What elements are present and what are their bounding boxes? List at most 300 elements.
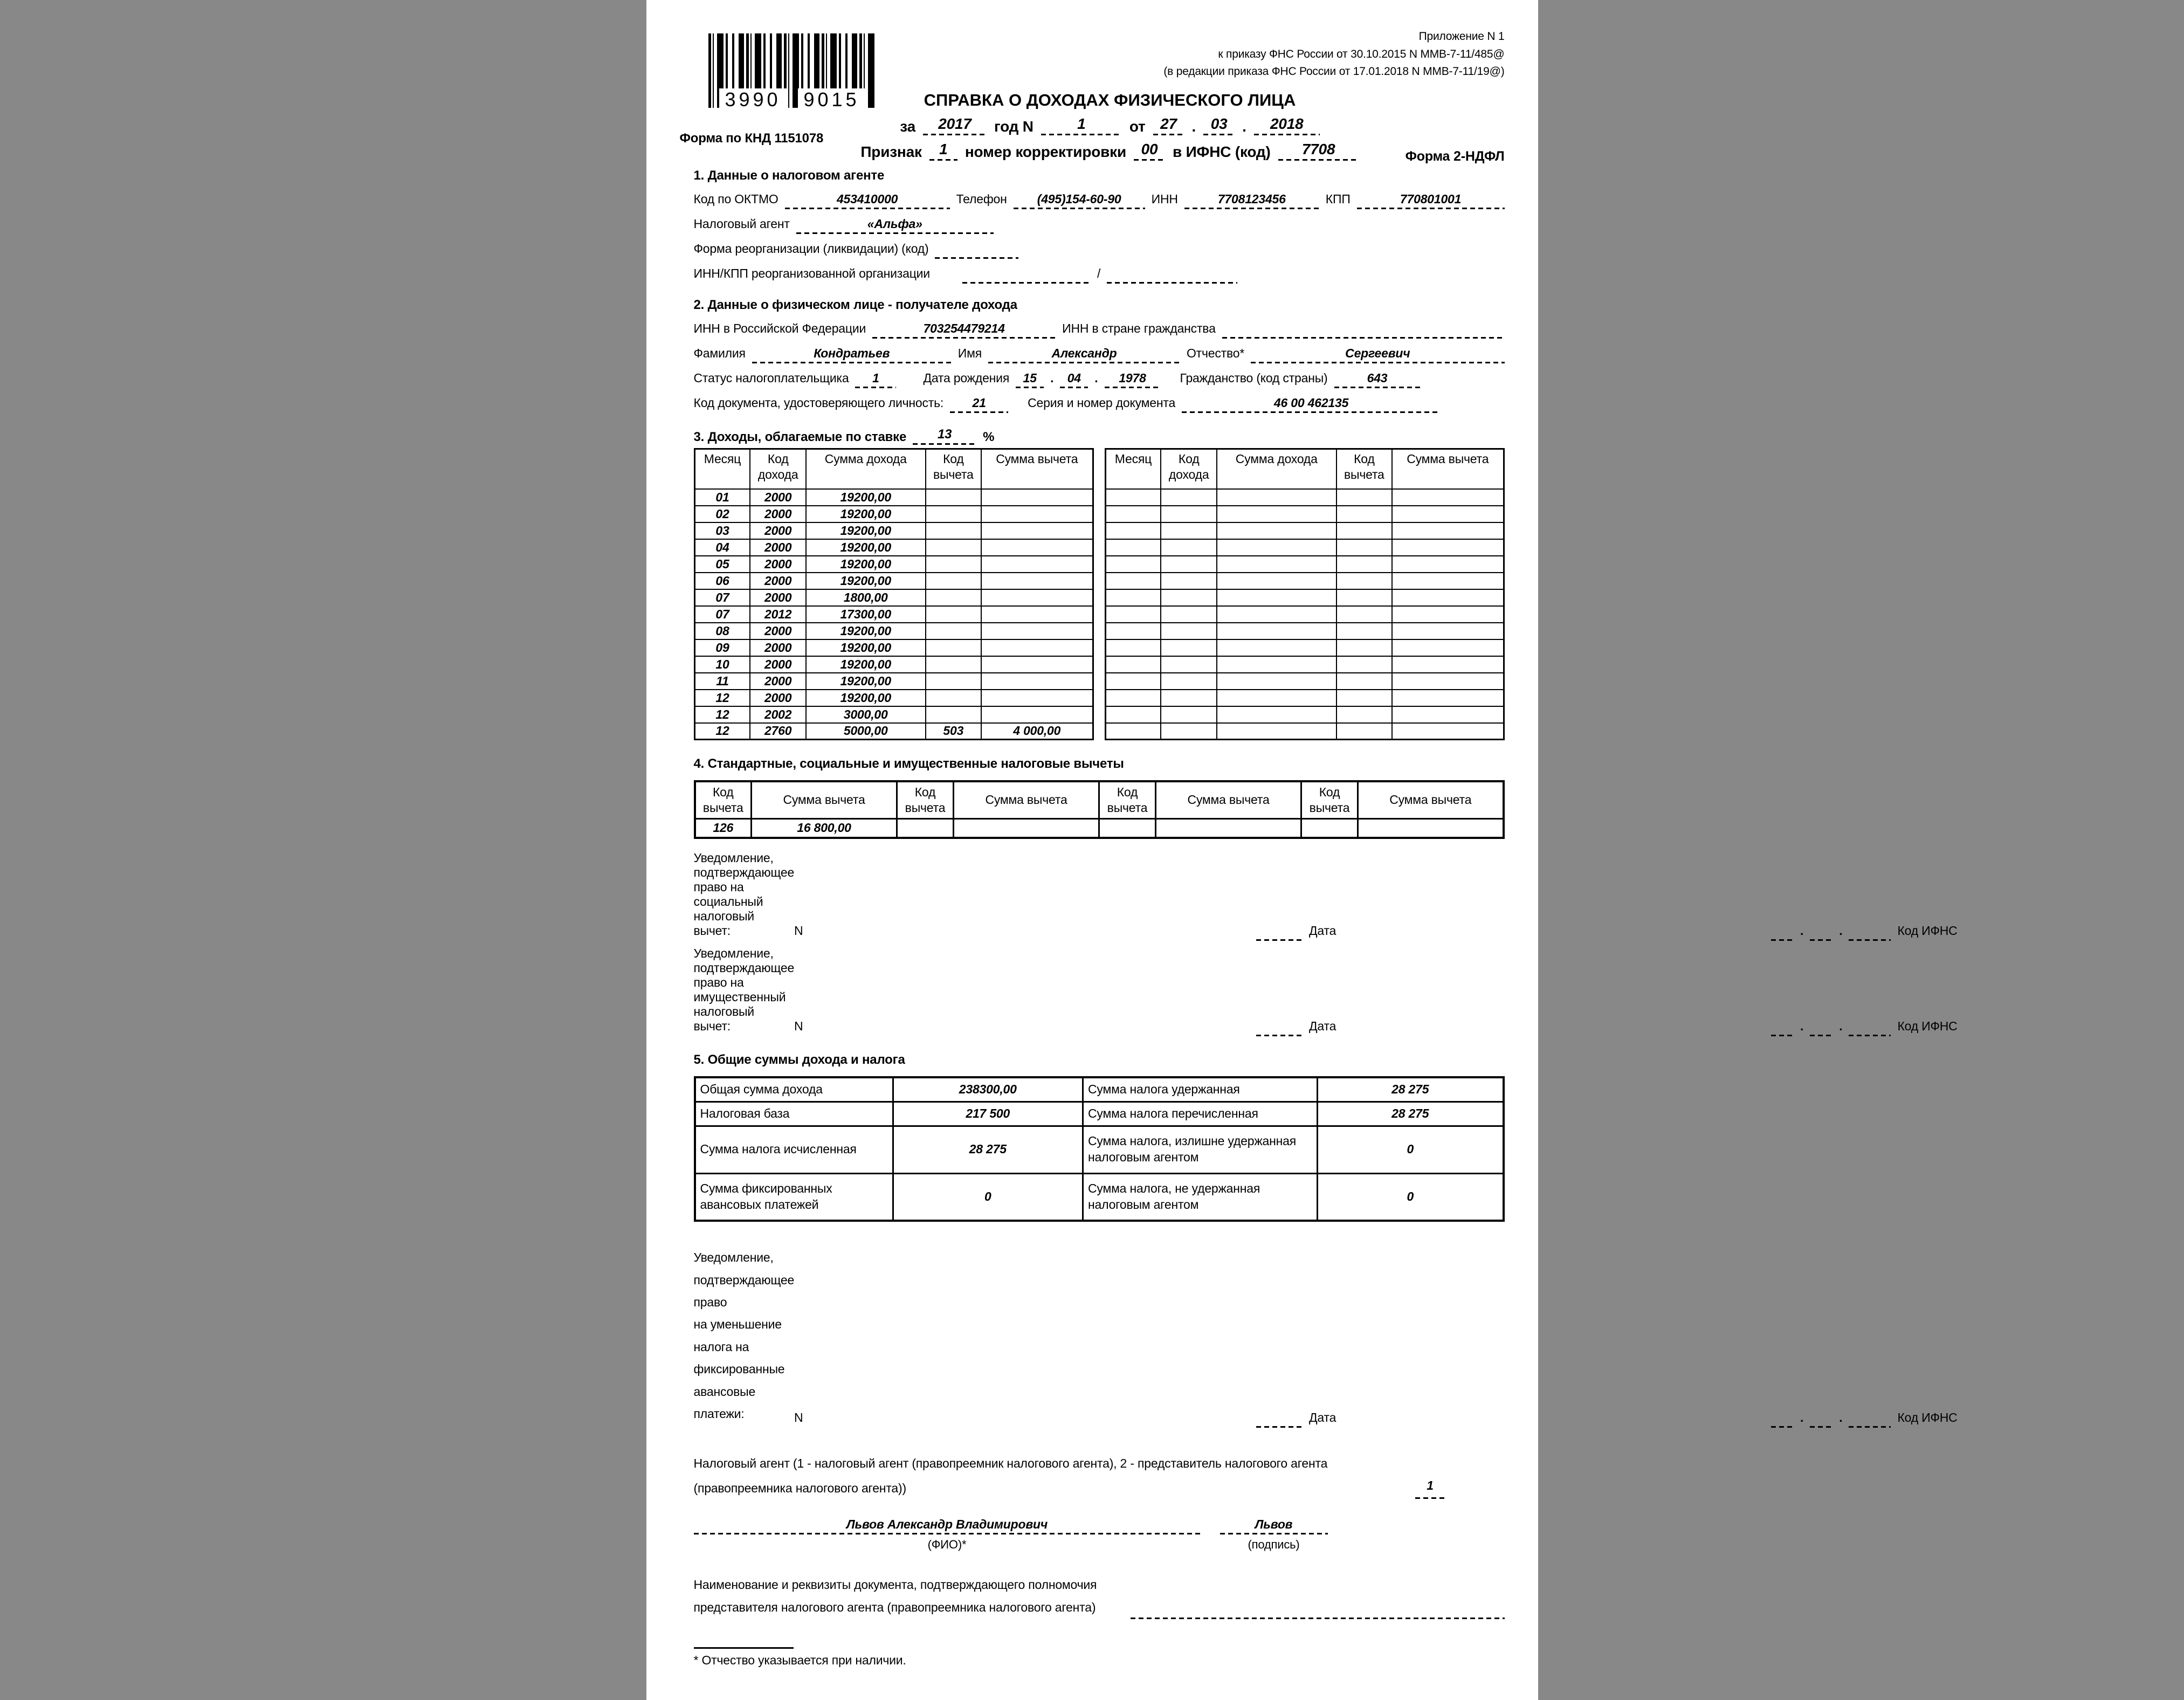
page-title: СПРАВКА О ДОХОДАХ ФИЗИЧЕСКОГО ЛИЦА: [924, 91, 1296, 109]
income-code-cell: 2000: [750, 573, 805, 589]
totals-row: [695, 1077, 1504, 1102]
income-code-cell: 2000: [750, 690, 805, 706]
deduction-sum-cell: [954, 818, 1099, 838]
income-sum-cell: [1217, 656, 1336, 673]
income-code-cell: [1161, 489, 1216, 506]
total-label-cell: Сумма фиксированных авансовых платежей: [695, 1173, 893, 1221]
deduction-code-cell: [926, 522, 981, 539]
deduction-sum-cell: [981, 506, 1093, 522]
period-mid: год N: [994, 118, 1034, 135]
income-row: [1105, 606, 1504, 623]
total-value-cell: 28 275: [893, 1126, 1083, 1173]
notice-day-field: [1771, 1425, 1794, 1428]
income-sum-cell: 19200,00: [806, 489, 926, 506]
totals-row: [695, 1126, 1504, 1173]
correction-field: 00: [1134, 141, 1165, 161]
deductions-table: [694, 780, 1505, 839]
deduction-code-header: Код вычета: [1301, 781, 1358, 818]
fio-field: Львов Александр Владимирович: [694, 1517, 1201, 1534]
income-code-cell: [1161, 723, 1216, 740]
deduction-sum-cell: [981, 673, 1093, 690]
status-field: 1: [855, 371, 896, 388]
deduction-code-cell: [926, 589, 981, 606]
deduction-code-cell: [926, 656, 981, 673]
month-cell: 12: [694, 690, 750, 706]
notice-fields: [794, 1410, 2184, 1428]
date-dot: .: [1050, 371, 1054, 385]
title-block: [824, 91, 1396, 161]
income-code-cell: 2000: [750, 639, 805, 656]
income-code-cell: 2002: [750, 706, 805, 723]
deduction-sum-cell: [981, 690, 1093, 706]
signature-field: Львов: [1220, 1517, 1328, 1534]
deduction-code-cell: [926, 606, 981, 623]
birth-day-field: 15: [1016, 371, 1044, 388]
income-row: [1105, 723, 1504, 740]
income-row: [694, 573, 1093, 589]
notice-year-field: [1849, 1425, 1891, 1428]
section2-line-inn: [694, 321, 1505, 339]
deduction-sum-header: Сумма вычета: [1156, 781, 1301, 818]
income-row: [694, 623, 1093, 639]
income-sum-cell: [1217, 506, 1336, 522]
income-code-cell: [1161, 606, 1216, 623]
notice-month-field: [1810, 1034, 1832, 1036]
deduction-sum-cell: [981, 589, 1093, 606]
deduction-code-cell: [1336, 706, 1392, 723]
income-code-cell: 2000: [750, 589, 805, 606]
income-sum-cell: 19200,00: [806, 673, 926, 690]
deductions-data-row: [695, 818, 1504, 838]
deduction-sum-cell: [1392, 690, 1504, 706]
month-cell: [1105, 723, 1161, 740]
income-col-header: Сумма дохода: [1217, 449, 1336, 489]
income-sum-cell: [1217, 639, 1336, 656]
surname-field: Кондратьев: [752, 346, 952, 363]
income-row: [694, 539, 1093, 556]
month-cell: 07: [694, 589, 750, 606]
deduction-code-header: Код вычета: [1099, 781, 1156, 818]
date-label: Дата: [1309, 1019, 1336, 1033]
income-code-cell: [1161, 623, 1216, 639]
total-value-cell: 217 500: [893, 1102, 1083, 1126]
income-row: [694, 556, 1093, 573]
month-cell: [1105, 573, 1161, 589]
ifns-code-label: Код ИФНС: [1897, 1410, 1958, 1425]
income-code-cell: [1161, 706, 1216, 723]
income-row: [1105, 589, 1504, 606]
income-table-left: [694, 448, 1094, 740]
income-code-cell: 2000: [750, 489, 805, 506]
income-sum-cell: [1217, 556, 1336, 573]
oktmo-field: 453410000: [785, 192, 950, 209]
section4-title: 4. Стандартные, социальные и имущественные налоговые вычеты: [693, 756, 1124, 771]
income-code-cell: 2012: [750, 606, 805, 623]
advance-notice-line2: на уменьшение налога на фиксированные авансовые платежи:: [693, 1317, 785, 1421]
month-cell: [1105, 673, 1161, 690]
issue-month-field: 03: [1203, 115, 1235, 135]
deduction-sum-cell: [1392, 539, 1504, 556]
knd-form-label: Форма по КНД 1151078: [679, 131, 824, 146]
n-label: N: [794, 1410, 803, 1425]
income-row: [694, 706, 1093, 723]
income-sum-cell: 1800,00: [806, 589, 926, 606]
reorg-form-label: Форма реорганизации (ликвидации) (код): [693, 242, 929, 256]
date-dot: .: [1094, 371, 1098, 385]
total-value-cell: 0: [1318, 1126, 1504, 1173]
notice-year-field: [1849, 938, 1891, 941]
income-sum-cell: 19200,00: [806, 506, 926, 522]
income-tables: [694, 448, 1505, 740]
income-row: [694, 489, 1093, 506]
deduction-sum-cell: [1392, 573, 1504, 589]
income-code-cell: [1161, 573, 1216, 589]
income-row: [1105, 573, 1504, 589]
income-row: [1105, 522, 1504, 539]
deduction-code-cell: [1336, 522, 1392, 539]
income-row: [694, 656, 1093, 673]
appendix-line: Приложение N 1: [1418, 30, 1505, 43]
notice-fields: [794, 1019, 2184, 1036]
oktmo-label: Код по ОКТМО: [693, 192, 778, 206]
n-label: N: [794, 1019, 803, 1033]
income-col-header: Сумма дохода: [806, 449, 926, 489]
deduction-code-cell: [1336, 639, 1392, 656]
income-code-cell: 2000: [750, 539, 805, 556]
ifns-code-field: 7708: [1278, 141, 1359, 161]
month-cell: 12: [694, 723, 750, 740]
name-field: Александр: [988, 346, 1180, 363]
month-cell: 12: [694, 706, 750, 723]
deduction-sum-cell: [1392, 639, 1504, 656]
deduction-code-cell: [1336, 656, 1392, 673]
deduction-code-cell: [1336, 673, 1392, 690]
deduction-code-cell: [1336, 723, 1392, 740]
appendix-note: [1163, 28, 1504, 81]
agent-inn-field: 7708123456: [1184, 192, 1319, 209]
inn-foreign-label: ИНН в стране гражданства: [1062, 321, 1216, 335]
reorg-inn-field: [962, 281, 1091, 284]
income-sum-cell: [1217, 522, 1336, 539]
notice-number-field: [1256, 1034, 1303, 1036]
deduction-code-cell: 503: [926, 723, 981, 740]
month-cell: [1105, 489, 1161, 506]
notice-number-field: [1256, 1425, 1303, 1428]
income-code-cell: 2000: [750, 656, 805, 673]
section1-line-oktmo: [694, 192, 1505, 209]
income-row: [1105, 506, 1504, 522]
income-code-cell: [1161, 639, 1216, 656]
deduction-sum-cell: [981, 706, 1093, 723]
deduction-sum-cell: 4 000,00: [981, 723, 1093, 740]
deductions-header-row: [695, 781, 1504, 818]
ifns-code-label: Код ИФНС: [1897, 924, 1958, 938]
income-col-header: Месяц: [1105, 449, 1161, 489]
deduction-sum-cell: [981, 606, 1093, 623]
social-notice-label: Уведомление, подтверждающее право на социальный налоговый вычет:: [693, 851, 795, 938]
notice-fields: [794, 924, 2184, 941]
deduction-sum-cell: [981, 656, 1093, 673]
income-row: [1105, 706, 1504, 723]
date-dot: .: [1800, 1019, 1804, 1033]
deduction-code-cell: [926, 489, 981, 506]
form-2ndfl-label: Форма 2-НДФЛ: [1405, 149, 1505, 164]
deduction-code-cell: [926, 690, 981, 706]
income-header-row: [1105, 449, 1504, 489]
deduction-code-cell: [1336, 489, 1392, 506]
income-col-header: Сумма вычета: [1392, 449, 1504, 489]
birth-date-label: Дата рождения: [923, 371, 1010, 385]
priznak-field: 1: [929, 141, 957, 161]
date-label: Дата: [1309, 924, 1336, 938]
deduction-code-cell: [1336, 556, 1392, 573]
deduction-code-cell: [1099, 818, 1156, 838]
income-sum-cell: [1217, 589, 1336, 606]
month-cell: [1105, 506, 1161, 522]
month-cell: [1105, 623, 1161, 639]
income-header-row: [694, 449, 1093, 489]
income-row: [694, 522, 1093, 539]
deduction-code-cell: [926, 673, 981, 690]
deduction-sum-header: Сумма вычета: [954, 781, 1099, 818]
income-code-cell: [1161, 556, 1216, 573]
income-sum-cell: 19200,00: [806, 522, 926, 539]
income-sum-cell: 17300,00: [806, 606, 926, 623]
income-col-header: Сумма вычета: [981, 449, 1093, 489]
month-cell: 04: [694, 539, 750, 556]
deduction-sum-cell: [981, 639, 1093, 656]
fio-caption: (ФИО)*: [927, 1537, 967, 1551]
income-sum-cell: 3000,00: [806, 706, 926, 723]
ifns-label: в ИФНС (код): [1172, 143, 1271, 160]
income-code-cell: [1161, 522, 1216, 539]
month-cell: 11: [694, 673, 750, 690]
authority-doc-line2: представителя налогового агента (правопреемника налогового агента): [693, 1600, 1096, 1615]
date-dot: .: [1839, 924, 1843, 938]
authority-document-field: [1131, 1602, 1505, 1619]
deduction-code-cell: [926, 506, 981, 522]
kpp-label: КПП: [1325, 192, 1351, 206]
percent-sign: %: [983, 430, 995, 444]
total-value-cell: 28 275: [1318, 1102, 1504, 1126]
deduction-sum-header: Сумма вычета: [752, 781, 897, 818]
income-sum-cell: 19200,00: [806, 539, 926, 556]
income-row: [694, 690, 1093, 706]
month-cell: [1105, 556, 1161, 573]
income-sum-cell: [1217, 723, 1336, 740]
income-row: [694, 723, 1093, 740]
income-sum-cell: 19200,00: [806, 690, 926, 706]
month-cell: 02: [694, 506, 750, 522]
document-page: [646, 0, 1958, 1700]
tax-agent-field: «Альфа»: [796, 217, 994, 234]
citizenship-field: 643: [1334, 371, 1421, 388]
deduction-sum-cell: [1392, 489, 1504, 506]
phone-label: Телефон: [956, 192, 1007, 206]
section2-title: 2. Данные о физическом лице - получателе дохода: [693, 298, 1017, 312]
inn-rf-label: ИНН в Российской Федерации: [693, 321, 866, 335]
income-col-header: Код дохода: [750, 449, 805, 489]
correction-label: номер корректировки: [964, 143, 1126, 160]
date-dot: .: [1191, 118, 1196, 135]
deduction-sum-cell: [1392, 723, 1504, 740]
month-cell: 01: [694, 489, 750, 506]
attributes-line: [824, 141, 1396, 161]
inn-foreign-field: [1222, 336, 1505, 339]
income-col-header: Месяц: [694, 449, 750, 489]
section1-title: 1. Данные о налоговом агенте: [693, 168, 885, 183]
income-col-header: Код вычета: [1336, 449, 1392, 489]
deduction-code-cell: [926, 573, 981, 589]
income-sum-cell: [1217, 673, 1336, 690]
income-code-cell: [1161, 656, 1216, 673]
deduction-code-cell: [926, 639, 981, 656]
issue-day-field: 27: [1153, 115, 1184, 135]
month-cell: 03: [694, 522, 750, 539]
income-sum-cell: [1217, 489, 1336, 506]
deduction-sum-cell: [1392, 656, 1504, 673]
total-value-cell: 0: [893, 1173, 1083, 1221]
period-line: [824, 115, 1396, 135]
notice-day-field: [1771, 938, 1794, 941]
income-sum-cell: 19200,00: [806, 656, 926, 673]
income-row: [1105, 539, 1504, 556]
notice-year-field: [1849, 1034, 1891, 1036]
deduction-sum-cell: [1392, 589, 1504, 606]
agent-capacity-line2-row: [694, 1475, 1505, 1499]
deduction-sum-cell: [1392, 556, 1504, 573]
doc-number-label: Серия и номер документа: [1028, 396, 1176, 410]
ifns-code-label: Код ИФНС: [1897, 1019, 1958, 1033]
month-cell: [1105, 656, 1161, 673]
patronymic-label: Отчество*: [1186, 346, 1245, 360]
deduction-sum-cell: [981, 623, 1093, 639]
income-sum-cell: 19200,00: [806, 573, 926, 589]
income-code-cell: 2760: [750, 723, 805, 740]
deduction-sum-cell: [1392, 522, 1504, 539]
deduction-code-cell: [1336, 506, 1392, 522]
doc-number-field: 1: [1041, 115, 1122, 135]
phone-field: (495)154-60-90: [1014, 192, 1145, 209]
authority-document-label: [694, 1573, 1131, 1619]
doc-code-label: Код документа, удостоверяющего личность:: [693, 396, 944, 410]
agent-capacity-field: 1: [1415, 1475, 1445, 1499]
month-cell: 09: [694, 639, 750, 656]
date-dot: .: [1800, 924, 1804, 938]
date-dot: .: [1800, 1410, 1804, 1425]
reorg-form-field: [935, 256, 1018, 259]
tax-agent-label: Налоговый агент: [693, 217, 790, 231]
deduction-code-cell: [897, 818, 954, 838]
deduction-code-header: Код вычета: [897, 781, 954, 818]
notice-month-field: [1810, 938, 1832, 941]
month-cell: [1105, 606, 1161, 623]
month-cell: 08: [694, 623, 750, 639]
deduction-sum-cell: [981, 522, 1093, 539]
income-code-cell: [1161, 673, 1216, 690]
barcode-digit-group: 3990: [719, 88, 786, 111]
section2-line-status: [694, 371, 1505, 388]
total-label-cell: Налоговая база: [695, 1102, 893, 1126]
income-row: [694, 639, 1093, 656]
section1-line-agent: [694, 217, 1505, 234]
month-cell: [1105, 589, 1161, 606]
status-label: Статус налогоплательщика: [693, 371, 849, 385]
property-notice-label: Уведомление, подтверждающее право на имущественный налоговый вычет:: [693, 946, 795, 1033]
authority-doc-line1: Наименование и реквизиты документа, подтверждающего полномочия: [693, 1577, 1097, 1592]
income-code-cell: 2000: [750, 506, 805, 522]
form-header: [646, 0, 1538, 168]
income-row: [694, 673, 1093, 690]
advance-notice-label: [694, 1247, 795, 1428]
deduction-code-cell: [1301, 818, 1358, 838]
section2-line-document: [694, 396, 1505, 413]
deduction-sum-cell: 16 800,00: [752, 818, 897, 838]
notice-day-field: [1771, 1034, 1794, 1036]
total-label-cell: Общая сумма дохода: [695, 1077, 893, 1102]
income-sum-cell: [1217, 573, 1336, 589]
section2-line-fio: [694, 346, 1505, 363]
income-row: [1105, 656, 1504, 673]
deduction-sum-cell: [981, 573, 1093, 589]
total-value-cell: 238300,00: [893, 1077, 1083, 1102]
income-row: [694, 606, 1093, 623]
deduction-sum-header: Сумма вычета: [1358, 781, 1504, 818]
income-code-cell: [1161, 690, 1216, 706]
income-sum-cell: [1217, 690, 1336, 706]
slash-separator: /: [1097, 266, 1101, 280]
period-prefix: за: [900, 118, 915, 135]
income-row: [694, 506, 1093, 522]
tax-rate-field: 13: [913, 427, 976, 445]
section1-line-reorg: [694, 242, 1505, 259]
appendix-line: (в редакции приказа ФНС России от 17.01.2018 N ММВ-7-11/19@): [1163, 65, 1505, 78]
deduction-code-cell: 126: [695, 818, 752, 838]
income-code-cell: [1161, 589, 1216, 606]
income-sum-cell: 5000,00: [806, 723, 926, 740]
total-value-cell: 28 275: [1318, 1077, 1504, 1102]
patronymic-field: Сергеевич: [1251, 346, 1504, 363]
year-field: 2017: [923, 115, 987, 135]
issue-year-field: 2018: [1254, 115, 1320, 135]
date-dot: .: [1839, 1410, 1843, 1425]
citizenship-label: Гражданство (код страны): [1180, 371, 1328, 385]
name-label: Имя: [957, 346, 982, 360]
deduction-code-cell: [1336, 539, 1392, 556]
deduction-code-cell: [1336, 589, 1392, 606]
income-code-cell: 2000: [750, 623, 805, 639]
doc-code-field: 21: [950, 396, 1008, 413]
footnote-text: * Отчество указывается при наличии.: [693, 1653, 906, 1667]
income-code-cell: [1161, 506, 1216, 522]
deduction-sum-cell: [981, 539, 1093, 556]
totals-row: [695, 1173, 1504, 1221]
deduction-code-cell: [926, 623, 981, 639]
n-label: N: [794, 924, 803, 938]
deduction-sum-cell: [981, 489, 1093, 506]
income-table-right: [1105, 448, 1505, 740]
month-cell: [1105, 639, 1161, 656]
deduction-code-cell: [926, 706, 981, 723]
deduction-code-cell: [1336, 573, 1392, 589]
advance-notice-line1: Уведомление, подтверждающее право: [693, 1250, 795, 1310]
income-row: [694, 589, 1093, 606]
reorg-kpp-field: [1107, 281, 1237, 284]
totals-row: [695, 1102, 1504, 1126]
income-sum-cell: [1217, 623, 1336, 639]
section1-line-reorg-inn: [694, 266, 1505, 284]
income-col-header: Код дохода: [1161, 449, 1216, 489]
